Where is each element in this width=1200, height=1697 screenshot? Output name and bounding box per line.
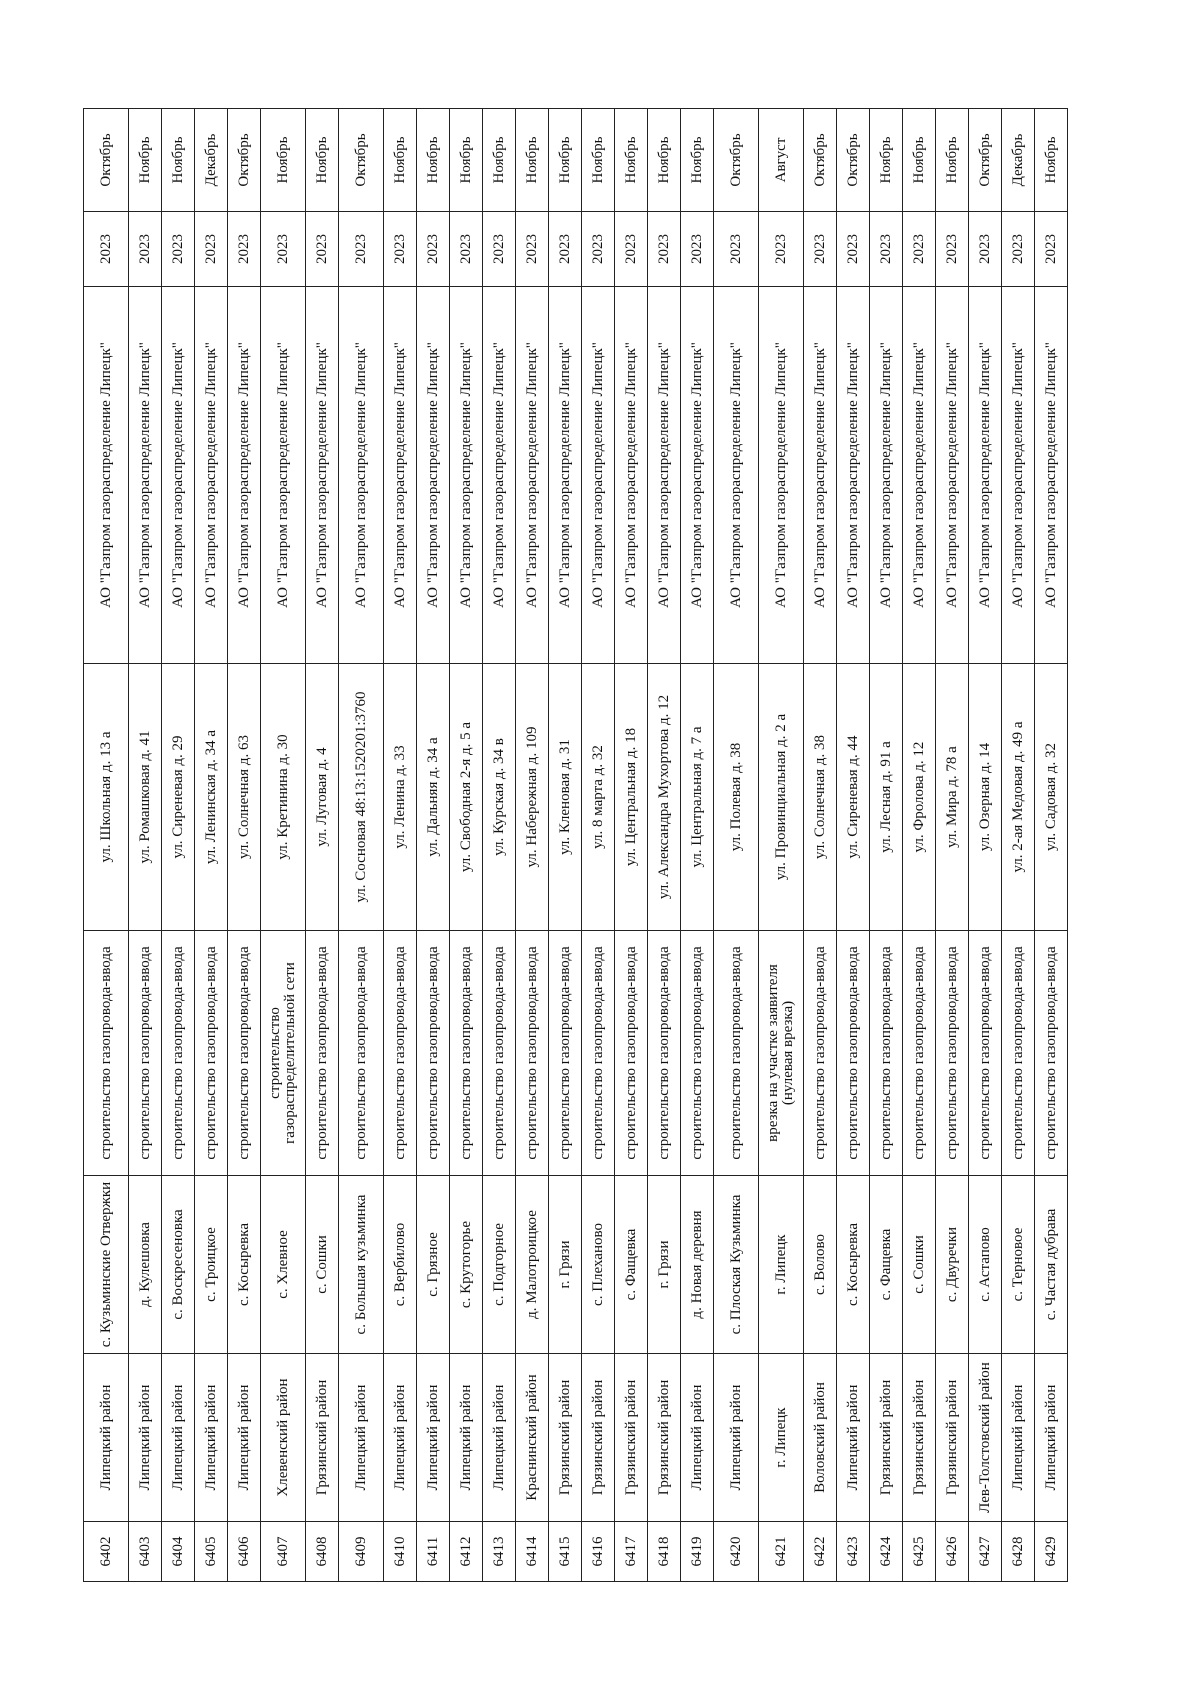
cell-locality: г. Грязи: [648, 1176, 681, 1354]
cell-id: 6423: [837, 1522, 870, 1582]
cell-work-type: строительство газопровода-ввода: [417, 931, 450, 1176]
cell-organization: АО "Газпром газораспределение Липецк": [804, 287, 837, 664]
cell-district: Грязинский район: [582, 1354, 615, 1522]
cell-district: Липецкий район: [483, 1354, 516, 1522]
cell-organization: АО "Газпром газораспределение Липецк": [582, 287, 615, 664]
cell-id: 6409: [339, 1522, 384, 1582]
cell-locality: с. Троицкое: [195, 1176, 228, 1354]
cell-year: 2023: [582, 212, 615, 287]
cell-address: ул. Полевая д. 38: [714, 664, 759, 931]
cell-address: ул. Школьная д. 13 а: [84, 664, 129, 931]
cell-organization: АО "Газпром газораспределение Липецк": [483, 287, 516, 664]
cell-district: Липецкий район: [450, 1354, 483, 1522]
cell-month: Ноябрь: [870, 109, 903, 212]
cell-month: Ноябрь: [549, 109, 582, 212]
cell-address: ул. Кленовая д. 31: [549, 664, 582, 931]
table-row: [903, 109, 936, 1582]
table-row: [582, 109, 615, 1582]
cell-month: Декабрь: [195, 109, 228, 212]
table-row: [615, 109, 648, 1582]
cell-locality: с. Грязное: [417, 1176, 450, 1354]
cell-month: Ноябрь: [903, 109, 936, 212]
cell-month: Ноябрь: [582, 109, 615, 212]
cell-locality: с. Фащевка: [870, 1176, 903, 1354]
cell-id: 6416: [582, 1522, 615, 1582]
cell-year: 2023: [483, 212, 516, 287]
cell-address: ул. Дальняя д. 34 а: [417, 664, 450, 931]
cell-district: г. Липецк: [759, 1354, 804, 1522]
table-row: [516, 109, 549, 1582]
cell-organization: АО "Газпром газораспределение Липецк": [903, 287, 936, 664]
cell-address: ул. Ромашковая д. 41: [129, 664, 162, 931]
cell-work-type: строительство газопровода-ввода: [339, 931, 384, 1176]
cell-address: ул. Солнечная д. 63: [228, 664, 261, 931]
cell-id: 6419: [681, 1522, 714, 1582]
table-row: [1002, 109, 1035, 1582]
cell-id: 6417: [615, 1522, 648, 1582]
table-row: [714, 109, 759, 1582]
cell-year: 2023: [195, 212, 228, 287]
cell-district: Грязинский район: [549, 1354, 582, 1522]
cell-address: ул. Александра Мухортова д. 12: [648, 664, 681, 931]
cell-address: ул. Луговая д. 4: [306, 664, 339, 931]
cell-work-type: строительство газопровода-ввода: [195, 931, 228, 1176]
table-row: [804, 109, 837, 1582]
cell-organization: АО "Газпром газораспределение Липецк": [549, 287, 582, 664]
cell-organization: АО "Газпром газораспределение Липецк": [648, 287, 681, 664]
cell-locality: с. Астапово: [969, 1176, 1002, 1354]
gas-connection-schedule-table: [83, 108, 1068, 1582]
cell-work-type: строительство газопровода-ввода: [516, 931, 549, 1176]
cell-id: 6410: [384, 1522, 417, 1582]
cell-id: 6403: [129, 1522, 162, 1582]
cell-year: 2023: [804, 212, 837, 287]
cell-id: 6425: [903, 1522, 936, 1582]
cell-work-type: строительство газопровода-ввода: [714, 931, 759, 1176]
cell-organization: АО "Газпром газораспределение Липецк": [417, 287, 450, 664]
cell-year: 2023: [837, 212, 870, 287]
cell-organization: АО "Газпром газораспределение Липецк": [339, 287, 384, 664]
cell-year: 2023: [162, 212, 195, 287]
cell-organization: АО "Газпром газораспределение Липецк": [228, 287, 261, 664]
cell-address: ул. Ленинская д. 34 а: [195, 664, 228, 931]
cell-work-type: строительство газопровода-ввода: [804, 931, 837, 1176]
table-row: [837, 109, 870, 1582]
cell-district: Краснинский район: [516, 1354, 549, 1522]
cell-organization: АО "Газпром газораспределение Липецк": [450, 287, 483, 664]
cell-organization: АО "Газпром газораспределение Липецк": [1002, 287, 1035, 664]
cell-address: ул. Кретинина д. 30: [261, 664, 306, 931]
cell-address: ул. Центральная д. 7 а: [681, 664, 714, 931]
cell-organization: АО "Газпром газораспределение Липецк": [870, 287, 903, 664]
cell-organization: АО "Газпром газораспределение Липецк": [384, 287, 417, 664]
cell-district: Грязинский район: [936, 1354, 969, 1522]
cell-address: ул. Сиреневая д. 44: [837, 664, 870, 931]
cell-locality: с. Сошки: [903, 1176, 936, 1354]
table-row: [384, 109, 417, 1582]
cell-district: Хлевенский район: [261, 1354, 306, 1522]
cell-month: Ноябрь: [261, 109, 306, 212]
cell-month: Декабрь: [1002, 109, 1035, 212]
cell-address: ул. Лесная д. 91 а: [870, 664, 903, 931]
cell-locality: с. Частая дубрава: [1035, 1176, 1068, 1354]
cell-id: 6429: [1035, 1522, 1068, 1582]
cell-organization: АО "Газпром газораспределение Липецк": [681, 287, 714, 664]
cell-address: ул. Ленина д. 33: [384, 664, 417, 931]
table-row: [549, 109, 582, 1582]
cell-year: 2023: [759, 212, 804, 287]
cell-year: 2023: [129, 212, 162, 287]
cell-month: Октябрь: [84, 109, 129, 212]
cell-locality: с. Двуречки: [936, 1176, 969, 1354]
cell-locality: с. Косыревка: [228, 1176, 261, 1354]
cell-month: Ноябрь: [450, 109, 483, 212]
table-row: [129, 109, 162, 1582]
cell-district: Липецкий район: [681, 1354, 714, 1522]
cell-work-type: строительство газопровода-ввода: [384, 931, 417, 1176]
cell-organization: АО "Газпром газораспределение Липецк": [162, 287, 195, 664]
cell-year: 2023: [339, 212, 384, 287]
cell-work-type: строительство газопровода-ввода: [162, 931, 195, 1176]
cell-month: Ноябрь: [681, 109, 714, 212]
table-body: [84, 109, 1068, 1582]
cell-year: 2023: [1002, 212, 1035, 287]
cell-month: Ноябрь: [936, 109, 969, 212]
cell-id: 6411: [417, 1522, 450, 1582]
cell-work-type: строительство газопровода-ввода: [936, 931, 969, 1176]
cell-locality: д. Новая деревня: [681, 1176, 714, 1354]
cell-locality: с. Большая кузьминка: [339, 1176, 384, 1354]
cell-id: 6402: [84, 1522, 129, 1582]
cell-locality: с. Подгорное: [483, 1176, 516, 1354]
cell-month: Ноябрь: [162, 109, 195, 212]
cell-work-type: строительство газопровода-ввода: [483, 931, 516, 1176]
cell-work-type: врезка на участке заявителя (нулевая врезка): [759, 931, 804, 1176]
cell-address: ул. Центральная д. 18: [615, 664, 648, 931]
cell-id: 6414: [516, 1522, 549, 1582]
cell-address: ул. Курская д. 34 в: [483, 664, 516, 931]
cell-address: ул. Фролова д. 12: [903, 664, 936, 931]
cell-work-type: строительство газопровода-ввода: [870, 931, 903, 1176]
cell-work-type: строительство газопровода-ввода: [306, 931, 339, 1176]
cell-organization: АО "Газпром газораспределение Липецк": [714, 287, 759, 664]
table-row: [306, 109, 339, 1582]
cell-month: Ноябрь: [516, 109, 549, 212]
cell-organization: АО "Газпром газораспределение Липецк": [129, 287, 162, 664]
cell-work-type: строительство газопровода-ввода: [681, 931, 714, 1176]
table-row: [228, 109, 261, 1582]
cell-locality: с. Плоская Кузьминка: [714, 1176, 759, 1354]
cell-year: 2023: [870, 212, 903, 287]
cell-year: 2023: [306, 212, 339, 287]
cell-month: Ноябрь: [417, 109, 450, 212]
cell-month: Ноябрь: [648, 109, 681, 212]
cell-month: Ноябрь: [615, 109, 648, 212]
cell-year: 2023: [648, 212, 681, 287]
cell-id: 6415: [549, 1522, 582, 1582]
table-row: [450, 109, 483, 1582]
cell-month: Ноябрь: [129, 109, 162, 212]
cell-month: Октябрь: [804, 109, 837, 212]
cell-year: 2023: [84, 212, 129, 287]
cell-locality: с. Терновое: [1002, 1176, 1035, 1354]
cell-month: Август: [759, 109, 804, 212]
cell-locality: с. Волово: [804, 1176, 837, 1354]
cell-work-type: строительство газопровода-ввода: [1002, 931, 1035, 1176]
cell-district: Липецкий район: [162, 1354, 195, 1522]
cell-locality: с. Воскресеновка: [162, 1176, 195, 1354]
cell-organization: АО "Газпром газораспределение Липецк": [84, 287, 129, 664]
cell-year: 2023: [969, 212, 1002, 287]
table-row: [759, 109, 804, 1582]
cell-address: ул. Солнечная д. 38: [804, 664, 837, 931]
cell-id: 6418: [648, 1522, 681, 1582]
cell-locality: г. Грязи: [549, 1176, 582, 1354]
cell-year: 2023: [1035, 212, 1068, 287]
table-row: [261, 109, 306, 1582]
cell-year: 2023: [714, 212, 759, 287]
table-row: [162, 109, 195, 1582]
cell-month: Ноябрь: [384, 109, 417, 212]
cell-district: Липецкий район: [837, 1354, 870, 1522]
cell-locality: д. Малотроицкое: [516, 1176, 549, 1354]
cell-district: Грязинский район: [306, 1354, 339, 1522]
cell-organization: АО "Газпром газораспределение Липецк": [1035, 287, 1068, 664]
table-row: [1035, 109, 1068, 1582]
cell-district: Липецкий район: [1035, 1354, 1068, 1522]
cell-district: Липецкий район: [84, 1354, 129, 1522]
cell-work-type: строительство газопровода-ввода: [969, 931, 1002, 1176]
table-row: [417, 109, 450, 1582]
cell-year: 2023: [615, 212, 648, 287]
cell-id: 6406: [228, 1522, 261, 1582]
cell-year: 2023: [903, 212, 936, 287]
cell-year: 2023: [936, 212, 969, 287]
cell-id: 6407: [261, 1522, 306, 1582]
cell-year: 2023: [549, 212, 582, 287]
cell-year: 2023: [417, 212, 450, 287]
cell-work-type: строительство газопровода-ввода: [84, 931, 129, 1176]
cell-locality: с. Кузьминские Отвержки: [84, 1176, 129, 1354]
cell-month: Октябрь: [714, 109, 759, 212]
cell-address: ул. 8 марта д. 32: [582, 664, 615, 931]
cell-work-type: строительство газораспределительной сети: [261, 931, 306, 1176]
cell-id: 6405: [195, 1522, 228, 1582]
cell-year: 2023: [516, 212, 549, 287]
cell-district: Липецкий район: [417, 1354, 450, 1522]
cell-locality: с. Косыревка: [837, 1176, 870, 1354]
cell-month: Ноябрь: [1035, 109, 1068, 212]
cell-year: 2023: [228, 212, 261, 287]
cell-work-type: строительство газопровода-ввода: [837, 931, 870, 1176]
cell-work-type: строительство газопровода-ввода: [228, 931, 261, 1176]
cell-address: ул. Набережная д. 109: [516, 664, 549, 931]
cell-work-type: строительство газопровода-ввода: [582, 931, 615, 1176]
cell-work-type: строительство газопровода-ввода: [450, 931, 483, 1176]
cell-locality: с. Хлевное: [261, 1176, 306, 1354]
cell-id: 6424: [870, 1522, 903, 1582]
cell-address: ул. Сосновая 48:13:1520201:3760: [339, 664, 384, 931]
cell-locality: с. Плеханово: [582, 1176, 615, 1354]
cell-month: Ноябрь: [483, 109, 516, 212]
cell-year: 2023: [384, 212, 417, 287]
cell-id: 6422: [804, 1522, 837, 1582]
cell-work-type: строительство газопровода-ввода: [129, 931, 162, 1176]
cell-work-type: строительство газопровода-ввода: [549, 931, 582, 1176]
cell-year: 2023: [681, 212, 714, 287]
cell-district: Грязинский район: [648, 1354, 681, 1522]
cell-work-type: строительство газопровода-ввода: [648, 931, 681, 1176]
cell-address: ул. Озерная д. 14: [969, 664, 1002, 931]
cell-month: Октябрь: [837, 109, 870, 212]
cell-locality: с. Фащевка: [615, 1176, 648, 1354]
cell-district: Грязинский район: [615, 1354, 648, 1522]
cell-month: Октябрь: [339, 109, 384, 212]
table-row: [870, 109, 903, 1582]
cell-address: ул. Провинциальная д. 2 а: [759, 664, 804, 931]
cell-locality: с. Вербилово: [384, 1176, 417, 1354]
cell-address: ул. Свободная 2-я д. 5 а: [450, 664, 483, 931]
cell-address: ул. Садовая д. 32: [1035, 664, 1068, 931]
cell-work-type: строительство газопровода-ввода: [615, 931, 648, 1176]
cell-address: ул. Мира д. 78 а: [936, 664, 969, 931]
cell-organization: АО "Газпром газораспределение Липецк": [516, 287, 549, 664]
cell-district: Липецкий район: [228, 1354, 261, 1522]
cell-id: 6404: [162, 1522, 195, 1582]
rotated-table-page: [83, 109, 1083, 1582]
cell-id: 6413: [483, 1522, 516, 1582]
cell-district: Липецкий район: [714, 1354, 759, 1522]
cell-month: Октябрь: [228, 109, 261, 212]
table-row: [195, 109, 228, 1582]
table-row: [84, 109, 129, 1582]
table-row: [936, 109, 969, 1582]
cell-district: Липецкий район: [339, 1354, 384, 1522]
cell-work-type: строительство газопровода-ввода: [903, 931, 936, 1176]
cell-organization: АО "Газпром газораспределение Липецк": [969, 287, 1002, 664]
cell-id: 6412: [450, 1522, 483, 1582]
cell-month: Ноябрь: [306, 109, 339, 212]
cell-organization: АО "Газпром газораспределение Липецк": [837, 287, 870, 664]
table-row: [339, 109, 384, 1582]
cell-district: Липецкий район: [195, 1354, 228, 1522]
table-row: [648, 109, 681, 1582]
cell-organization: АО "Газпром газораспределение Липецк": [936, 287, 969, 664]
table-row: [483, 109, 516, 1582]
cell-id: 6421: [759, 1522, 804, 1582]
cell-id: 6426: [936, 1522, 969, 1582]
cell-district: Грязинский район: [870, 1354, 903, 1522]
cell-organization: АО "Газпром газораспределение Липецк": [759, 287, 804, 664]
cell-district: Липецкий район: [384, 1354, 417, 1522]
cell-organization: АО "Газпром газораспределение Липецк": [615, 287, 648, 664]
cell-locality: д. Кулешовка: [129, 1176, 162, 1354]
cell-locality: с. Крутогорье: [450, 1176, 483, 1354]
cell-address: ул. Сиреневая д. 29: [162, 664, 195, 931]
cell-id: 6428: [1002, 1522, 1035, 1582]
cell-locality: г. Липецк: [759, 1176, 804, 1354]
cell-id: 6408: [306, 1522, 339, 1582]
cell-id: 6420: [714, 1522, 759, 1582]
cell-locality: с. Сошки: [306, 1176, 339, 1354]
table-row: [969, 109, 1002, 1582]
cell-month: Октябрь: [969, 109, 1002, 212]
cell-district: Грязинский район: [903, 1354, 936, 1522]
cell-year: 2023: [450, 212, 483, 287]
cell-year: 2023: [261, 212, 306, 287]
cell-district: Лев-Толстовский район: [969, 1354, 1002, 1522]
cell-district: Воловский район: [804, 1354, 837, 1522]
table-row: [681, 109, 714, 1582]
cell-organization: АО "Газпром газораспределение Липецк": [261, 287, 306, 664]
cell-organization: АО "Газпром газораспределение Липецк": [306, 287, 339, 664]
cell-district: Липецкий район: [129, 1354, 162, 1522]
cell-id: 6427: [969, 1522, 1002, 1582]
cell-work-type: строительство газопровода-ввода: [1035, 931, 1068, 1176]
cell-address: ул. 2-ая Медовая д. 49 а: [1002, 664, 1035, 931]
cell-district: Липецкий район: [1002, 1354, 1035, 1522]
cell-organization: АО "Газпром газораспределение Липецк": [195, 287, 228, 664]
